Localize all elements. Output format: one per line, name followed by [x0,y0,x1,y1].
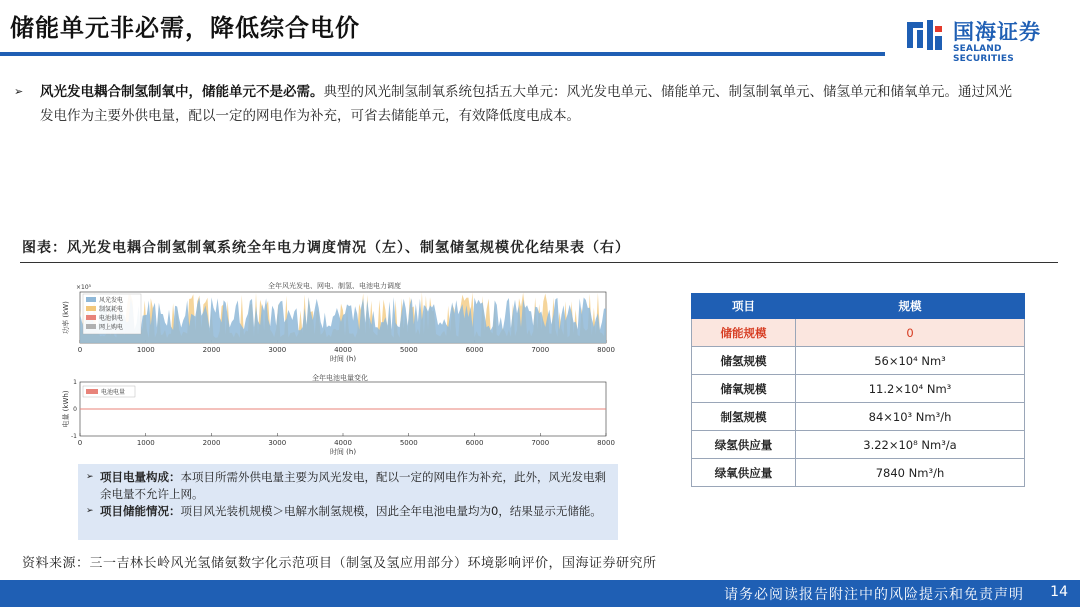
logo-name-cn: 国海证券 [953,20,1041,44]
x-tick-label: 8000 [597,346,615,354]
note-label: 项目电量构成： [100,470,181,484]
x-tick-label: 4000 [334,346,352,354]
figure-caption: 图表：风光发电耦合制氢制氧系统全年电力调度情况（左）、制氢储氢规模优化结果表（右） [22,240,630,256]
y-exponent-label: ×10⁵ [76,284,92,291]
row-item: 储能规模 [692,319,796,347]
footer-disclaimer: 请务必阅读报告附注中的风险提示和免责声明 [724,587,1024,603]
x-tick-label: 5000 [399,439,418,447]
x-axis-label: 时间 (h) [329,355,357,363]
dispatch-charts [0,0,640,460]
note-text: 本项目所需外供电量主要为风光发电，配以一定的网电作为补充，此外，风光发电剩余电量不允许上网。 [100,470,606,501]
page-title: 储能单元非必需，降低综合电价 [10,14,360,42]
x-tick-label: 8000 [597,439,615,447]
x-tick-label: 1000 [136,439,155,447]
legend-swatch [86,306,96,311]
page-number: 14 [1050,584,1068,600]
x-tick-label: 0 [77,439,83,447]
x-tick-label: 5000 [399,346,418,354]
chart2-title: 全年电池电量变化 [312,374,368,382]
arrow-bullet-icon: ➢ [86,472,94,482]
note-item [86,469,610,503]
legend-label: 制氢耗电 [99,306,124,313]
table-row [692,431,1025,459]
legend-swatch [86,389,98,394]
row-item: 绿氢供应量 [692,431,796,459]
row-value: 0 [796,319,1025,347]
row-value: 7840 Nm³/h [796,459,1025,487]
x-tick-label: 2000 [202,439,221,447]
note-text: 项目风光装机规模＞电解水制氢规模，因此全年电池电量均为0，结果显示无储能。 [180,504,602,518]
y-tick-label: 1 [73,379,77,386]
x-tick-label: 2000 [202,346,221,354]
table-row [692,319,1025,347]
source-note: 资料来源：三一吉林长岭风光氢储氨数字化示范项目（制氢及氢应用部分）环境影响评价，国海证券研究所 [22,556,657,571]
legend-swatch [86,315,96,320]
chart-notes [78,464,618,540]
arrow-bullet-icon: ➢ [14,85,24,98]
x-tick-label: 6000 [465,346,484,354]
legend-label: 风光发电 [99,297,124,304]
intro-text: 典型的风光制氢制氧系统包括五大单元：风光发电单元、储能单元、制氢制氧单元、储氢单元和储氧单元。通过风光发电作为主要外供电量，配以一定的网电作为补充，可省去储能单元，有效降低度电成本。 [40,84,1012,124]
x-tick-label: 7000 [531,346,550,354]
col-header-item: 项目 [692,294,796,319]
note-item [86,503,610,520]
x-tick-label: 6000 [465,439,484,447]
x-tick-label: 7000 [531,439,550,447]
table-header-row [692,294,1025,319]
table-row [692,459,1025,487]
x-axis-label: 时间 (h) [329,448,357,456]
row-item: 储氧规模 [692,375,796,403]
sealand-logo-icon [905,18,945,52]
legend-label: 电池电量 [101,389,126,396]
logo-name-en: SEALAND SECURITIES [953,44,1014,64]
legend-label: 电池供电 [99,315,124,322]
row-value: 11.2×10⁴ Nm³ [796,375,1025,403]
scale-table [691,293,1025,487]
table-row [692,403,1025,431]
y-tick-label: 0 [73,406,77,413]
x-tick-label: 1000 [136,346,155,354]
intro-bold: 风光发电耦合制氢制氧中，储能单元不是必需。 [40,84,324,100]
x-tick-label: 0 [77,346,83,354]
row-value: 84×10³ Nm³/h [796,403,1025,431]
col-header-scale: 规模 [796,294,1025,319]
arrow-bullet-icon: ➢ [86,506,94,516]
note-label: 项目储能情况： [100,504,181,518]
row-value: 56×10⁴ Nm³ [796,347,1025,375]
legend-swatch [86,324,96,329]
x-tick-label: 3000 [268,439,287,447]
row-value: 3.22×10⁸ Nm³/a [796,431,1025,459]
legend-swatch [86,297,96,302]
row-item: 储氢规模 [692,347,796,375]
row-item: 绿氧供应量 [692,459,796,487]
company-logo [905,16,1065,62]
x-tick-label: 4000 [334,439,352,447]
x-tick-label: 3000 [268,346,287,354]
legend-label: 网上购电 [99,324,124,331]
chart1-title: 全年风光发电、网电、制氢、电池电力调度 [268,282,401,290]
row-item: 制氢规模 [692,403,796,431]
y-axis-label: 电量 (kWh) [62,390,70,428]
table-row [692,375,1025,403]
y-axis-label: 功率 (kW) [62,301,70,334]
table-row [692,347,1025,375]
y-tick-label: -1 [71,433,77,440]
footer-bar [0,580,1080,607]
